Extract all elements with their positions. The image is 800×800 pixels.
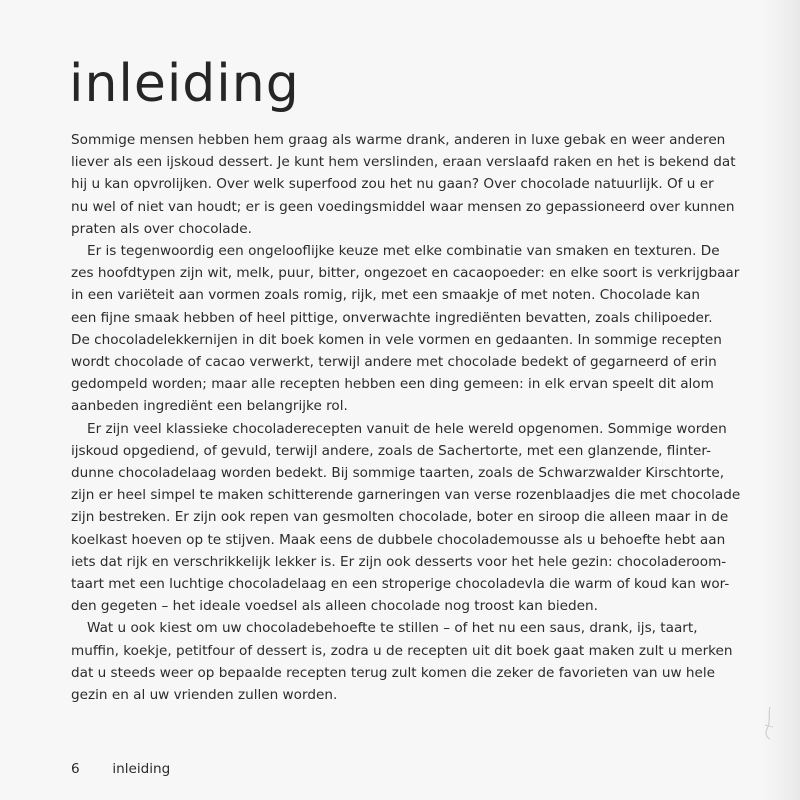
text-line: koelkast hoeven op te stijven. Maak eens de dubbele chocolademousse als u behoefte hebt aan [71, 531, 726, 548]
running-head: inleiding [112, 761, 171, 777]
text-line: zijn er heel simpel te maken schitterende garneringen van verse rozenblaadjes die met chocolade [71, 487, 741, 504]
paragraph-3 [71, 418, 743, 618]
text-line: muffin, koekje, petitfour of dessert is, zodra u de recepten uit dit boek gaat maken zult u merken [71, 642, 733, 659]
text-line: zijn bestreken. Er zijn ook repen van gesmolten chocolade, boter en siroop die alleen maar in de [71, 509, 729, 526]
text-line: gezin en al uw vrienden zullen worden. [71, 687, 338, 704]
text-line: ijskoud opgediend, of gevuld, terwijl andere, zoals de Sachertorte, met een glanzende, flinter- [71, 442, 712, 459]
text-line: nu wel of niet van houdt; er is geen voedingsmiddel waar mensen zo gepassioneerd over kunnen [71, 198, 735, 215]
text-line: praten als over chocolade. [71, 220, 252, 237]
paragraph-2 [71, 240, 743, 418]
text-line: Sommige mensen hebben hem graag als warme drank, anderen in luxe gebak en weer anderen [71, 132, 726, 148]
text-line: een fijne smaak hebben of heel pittige, onverwachte ingrediënten bevatten, zoals chilipoeder. [71, 309, 713, 326]
text-line: den gegeten – het ideale voedsel als alleen chocolade nog troost kan bieden. [71, 598, 598, 615]
text-line: in een variëteit aan vormen zoals romig, rijk, met een smaakje of met noten. Chocolade kan [71, 287, 700, 304]
text-line: dunne chocoladelaag worden bedekt. Bij sommige taarten, zoals de Schwarzwalder Kirschtorte, [71, 465, 725, 482]
paragraph-1 [71, 129, 743, 240]
text-line: Wat u ook kiest om uw chocoladebehoefte te stillen – of het nu een saus, drank, ijs, taart, [87, 620, 698, 637]
text-line: taart met een luchtige chocoladelaag en een stroperige chocoladevla die warm of koud kan wor- [71, 576, 730, 593]
paragraph-4 [71, 617, 743, 706]
text-line: Er zijn veel klassieke chocoladerecepten vanuit de hele wereld opgenomen. Sommige worden [87, 420, 727, 437]
page-edge-shadow [760, 0, 800, 800]
text-line: hij u kan opvrolijken. Over welk superfood zou het nu gaan? Over chocolade natuurlijk. Of u er [71, 176, 714, 193]
text-line: aanbeden ingrediënt een belangrijke rol. [71, 398, 348, 415]
body-text [71, 129, 743, 706]
text-line: iets dat rijk en verschrikkelijk lekker is. Er zijn ook desserts voor het hele gezin: chocoladeroom- [71, 553, 727, 570]
text-line: Er is tegenwoordig een ongelooflijke keuze met elke combinatie van smaken en texturen. De [87, 243, 720, 260]
text-line: dat u steeds weer op bepaalde recepten terug zult komen die zeker de favorieten van uw hele [71, 664, 716, 681]
text-line: liever als een ijskoud dessert. Je kunt hem verslinden, eraan verslaafd raken en het is bekend dat [71, 154, 736, 171]
text-line: De chocoladelekkernijen in dit boek komen in vele vormen en gedaanten. In sommige recepten [71, 331, 722, 348]
page-footer [71, 759, 170, 779]
text-line: gedompeld worden; maar alle recepten hebben een ding gemeen: in elk ervan speelt dit alom [71, 376, 714, 393]
page-number: 6 [71, 761, 80, 777]
page-title: inleiding [69, 54, 300, 114]
margin-mark-icon [762, 705, 776, 741]
text-line: wordt chocolade of cacao verwerkt, terwijl andere met chocolade bedekt of gegarneerd of erin [71, 354, 717, 371]
text-line: zes hoofdtypen zijn wit, melk, puur, bitter, ongezoet en cacaopoeder: en elke soort is verkrijgbaar [71, 265, 740, 282]
